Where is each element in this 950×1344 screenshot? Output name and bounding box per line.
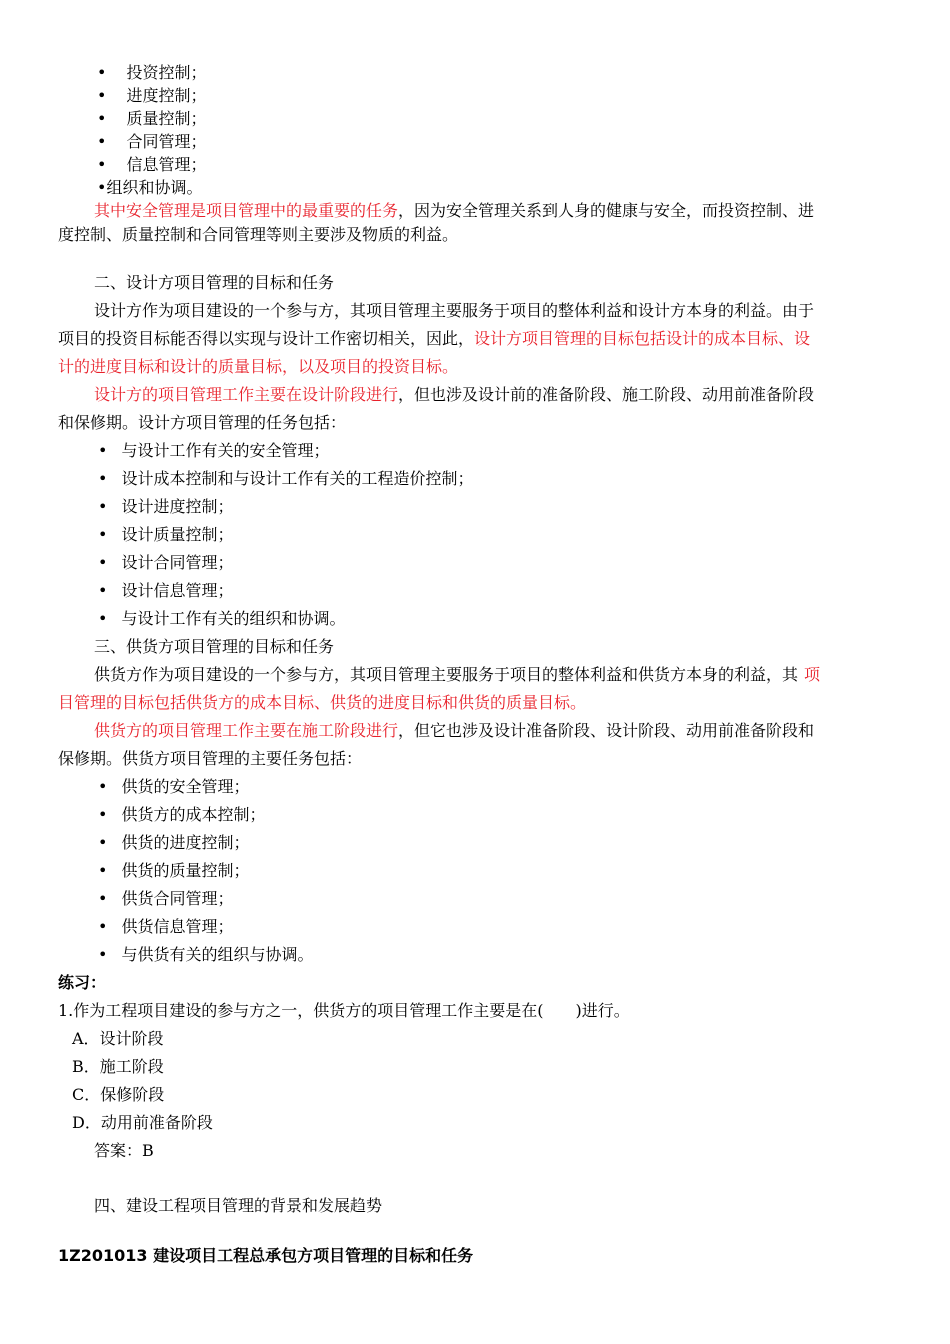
bullet: • — [97, 109, 107, 128]
bullet: • — [98, 525, 108, 544]
bullet: • — [98, 917, 108, 936]
list-item: • 供货方的成本控制； — [98, 805, 266, 824]
list-item: • 与供货有关的组织与协调。 — [98, 945, 314, 964]
list-item: • 设计合同管理； — [98, 553, 234, 572]
bullet: • — [98, 609, 108, 628]
section2-para1-line1: 设计方作为项目建设的一个参与方，其项目管理主要服务于项目的整体利益和设计方本身的利益。由于 — [94, 301, 815, 320]
safety-paragraph-line1: 其中安全管理是项目管理中的最重要的任务，因为安全管理关系到人身的健康与安全，而投资控制、进 — [94, 201, 815, 220]
bullet: • — [98, 553, 108, 572]
section2-para2-line1: 设计方的项目管理工作主要在设计阶段进行，但也涉及设计前的准备阶段、施工阶段、动用前准备阶段 — [94, 385, 815, 404]
option-d: D．动用前准备阶段 — [72, 1113, 213, 1132]
list-item: • 供货合同管理； — [98, 889, 234, 908]
section2-para1-line3: 计的进度目标和设计的质量目标，以及项目的投资目标。 — [58, 357, 459, 376]
bullet: • — [98, 861, 108, 880]
list-item: • 供货的安全管理； — [98, 777, 250, 796]
bullet: • — [98, 805, 108, 824]
section2-heading: 二、设计方项目管理的目标和任务 — [94, 273, 335, 292]
section3-para2-line2: 保修期。供货方项目管理的主要任务包括： — [58, 749, 363, 768]
list-item: • 进度控制； — [97, 86, 207, 105]
list-item: • 信息管理； — [97, 155, 207, 174]
list-item: • 设计成本控制和与设计工作有关的工程造价控制； — [98, 469, 474, 488]
section2-para1-line2: 项目的投资目标能否得以实现与设计工作密切相关，因此，设计方项目管理的目标包括设计的成本目标、设 — [58, 329, 811, 348]
option-a: A．设计阶段 — [72, 1029, 164, 1048]
bullet: • — [97, 86, 107, 105]
bullet: • — [98, 469, 108, 488]
bullet: • — [98, 497, 108, 516]
section3-para1-line1: 供货方作为项目建设的一个参与方，其项目管理主要服务于项目的整体利益和供货方本身的利益，其 项 — [94, 665, 821, 684]
list-item: • 投资控制； — [97, 63, 207, 82]
bullet: • — [98, 945, 108, 964]
section3-para1-line2: 目管理的目标包括供货方的成本目标、供货的进度目标和供货的质量目标。 — [58, 693, 587, 712]
option-c: C．保修阶段 — [72, 1085, 165, 1104]
list-item: •组织和协调。 — [97, 178, 203, 197]
exercise-question: 1.作为工程项目建设的参与方之一，供货方的项目管理工作主要是在( )进行。 — [58, 1001, 630, 1020]
bullet: • — [97, 63, 107, 82]
list-item: • 设计进度控制； — [98, 497, 234, 516]
bullet: • — [98, 833, 108, 852]
section2-para2-line2: 和保修期。设计方项目管理的任务包括： — [58, 413, 347, 432]
list-item: • 设计质量控制； — [98, 525, 234, 544]
list-item: • 供货信息管理； — [98, 917, 234, 936]
bullet: • — [98, 581, 108, 600]
section3-heading: 三、供货方项目管理的目标和任务 — [94, 637, 335, 656]
bullet: • — [97, 132, 107, 151]
bullet: • — [98, 777, 108, 796]
bullet: • — [98, 441, 108, 460]
option-b: B．施工阶段 — [72, 1057, 164, 1076]
bullet: • — [97, 155, 107, 174]
bullet: • — [98, 889, 108, 908]
section4-heading: 四、建设工程项目管理的背景和发展趋势 — [94, 1196, 383, 1215]
list-item: • 供货的进度控制； — [98, 833, 250, 852]
exercise-label: 练习： — [58, 973, 107, 992]
list-item: • 供货的质量控制； — [98, 861, 250, 880]
list-item: • 设计信息管理； — [98, 581, 234, 600]
list-item: • 与设计工作有关的安全管理； — [98, 441, 330, 460]
list-item: • 与设计工作有关的组织和协调。 — [98, 609, 346, 628]
list-item: • 质量控制； — [97, 109, 207, 128]
list-item: • 合同管理； — [97, 132, 207, 151]
exercise-answer: 答案：B — [94, 1141, 154, 1160]
section3-para2-line1: 供货方的项目管理工作主要在施工阶段进行，但它也涉及设计准备阶段、设计阶段、动用前准备阶段和 — [94, 721, 815, 740]
bullet: • — [97, 178, 107, 197]
subsection-heading: 1Z201013 建设项目工程总承包方项目管理的目标和任务 — [58, 1246, 474, 1265]
safety-paragraph-line2: 度控制、质量控制和合同管理等则主要涉及物质的利益。 — [58, 225, 459, 244]
